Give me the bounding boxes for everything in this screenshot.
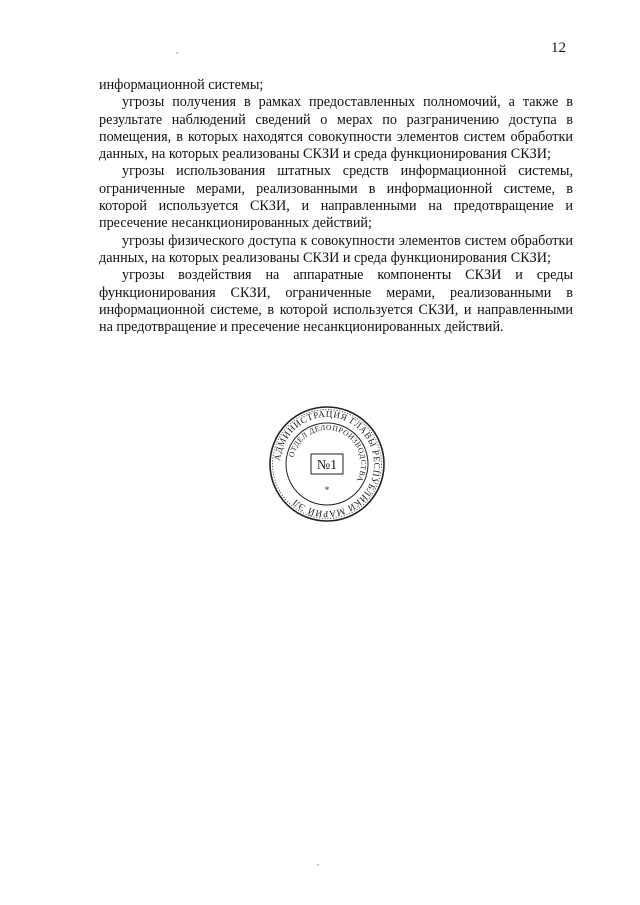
scan-speck	[176, 52, 178, 54]
seal-inner-text: ОТДЕЛ ДЕЛОПРОИЗВОДСТВА	[286, 422, 369, 484]
scan-speck	[317, 864, 319, 866]
paragraph-5: угрозы воздействия на аппаратные компоненты СКЗИ и среды функционирования СКЗИ, ограниченные мерами, реализованными в информационной системе, в которой используется СКЗИ, и направленными на предотвращение и пресечение несанкционированных действий.	[99, 267, 573, 336]
seal-outer-text: АДМИНИСТРАЦИЯ ГЛАВЫ РЕСПУБЛИКИ МАРИЙ ЭЛ	[272, 408, 383, 520]
paragraph-2: угрозы получения в рамках предоставленных полномочий, а также в результате наблюдений сведений о мерах по разграничению доступа в помещения, в которых находятся совокупности элементов систем обработки данных, на которых реализованы СКЗИ и среда функционирования СКЗИ;	[99, 94, 573, 163]
page-number: 12	[551, 40, 566, 56]
seal-star-bottom: *	[324, 485, 330, 495]
paragraph-1: информационной системы;	[99, 77, 264, 93]
paragraph-4: угрозы физического доступа к совокупности элементов систем обработки данных, на которых реализованы СКЗИ и среда функционирования СКЗИ;	[99, 232, 573, 266]
official-seal-stamp	[268, 405, 386, 523]
seal-graphic	[268, 405, 386, 523]
paragraph-3: угрозы использования штатных средств информационной системы, ограниченные мерами, реализованными в информационной системе, в которой используется СКЗИ, и направленными на предотвращение и пресечение несанкционированных действий;	[99, 163, 573, 232]
seal-number: №1	[316, 458, 338, 473]
document-body	[99, 77, 573, 336]
